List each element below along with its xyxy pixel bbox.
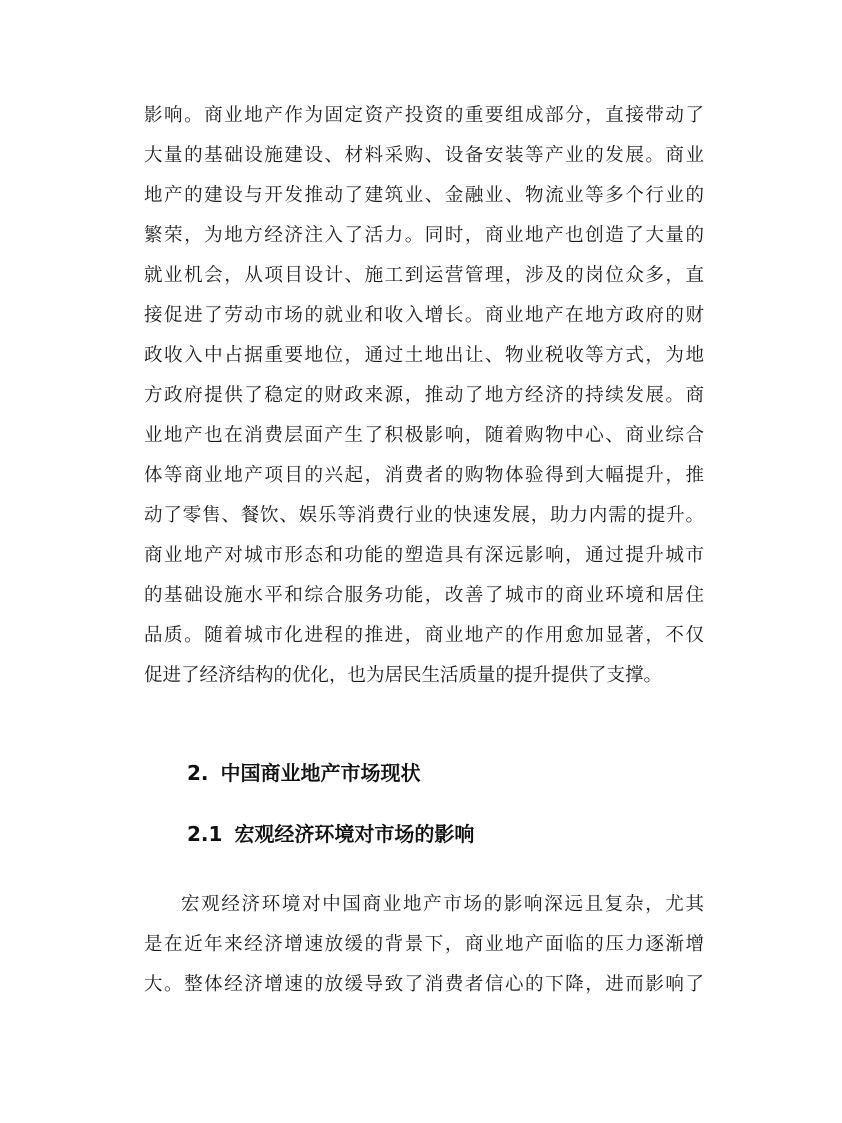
section-heading-2	[187, 759, 421, 787]
text-line: 品质。随着城市化进程的推进，商业地产的作用愈加显著，不仅	[144, 625, 704, 646]
section-title: 宏观经济环境对市场的影响	[234, 822, 475, 846]
text-line: 体等商业地产项目的兴起，消费者的购物体验得到大幅提升，推	[144, 465, 704, 486]
text-line: 宏观经济环境对中国商业地产市场的影响深远且复杂，尤其	[181, 894, 704, 915]
text-line: 繁荣，为地方经济注入了活力。同时，商业地产也创造了大量的	[144, 225, 704, 246]
section-title: 中国商业地产市场现状	[220, 761, 421, 785]
text-line: 的基础设施水平和综合服务功能，改善了城市的商业环境和居住	[144, 585, 704, 606]
text-line: 商业地产对城市形态和功能的塑造具有深远影响，通过提升城市	[144, 545, 704, 566]
text-line: 大量的基础设施建设、材料采购、设备安装等产业的发展。商业	[144, 145, 704, 166]
text-line: 就业机会，从项目设计、施工到运营管理，涉及的岗位众多，直	[144, 265, 704, 286]
text-line: 方政府提供了稳定的财政来源，推动了地方经济的持续发展。商	[144, 385, 704, 406]
section-heading-2-1	[187, 820, 474, 848]
section-number: 2.	[187, 761, 209, 785]
section-number: 2.1	[187, 822, 223, 846]
text-line: 接促进了劳动市场的就业和收入增长。商业地产在地方政府的财	[144, 305, 704, 326]
text-line: 促进了经济结构的优化，也为居民生活质量的提升提供了支撑。	[144, 665, 663, 686]
body-paragraph-2	[144, 885, 704, 1005]
text-line: 动了零售、餐饮、娱乐等消费行业的快速发展，助力内需的提升。	[144, 505, 704, 526]
text-line: 是在近年来经济增速放缓的背景下，商业地产面临的压力逐渐增	[144, 934, 704, 955]
text-line: 地产的建设与开发推动了建筑业、金融业、物流业等多个行业的	[144, 185, 704, 206]
text-line: 政收入中占据重要地位，通过土地出让、物业税收等方式，为地	[144, 345, 704, 366]
text-line: 大。整体经济增速的放缓导致了消费者信心的下降，进而影响了	[144, 974, 704, 995]
body-paragraph-1	[144, 96, 704, 696]
text-line: 影响。商业地产作为固定资产投资的重要组成部分，直接带动了	[144, 105, 704, 126]
text-line: 业地产也在消费层面产生了积极影响，随着购物中心、商业综合	[144, 425, 704, 446]
